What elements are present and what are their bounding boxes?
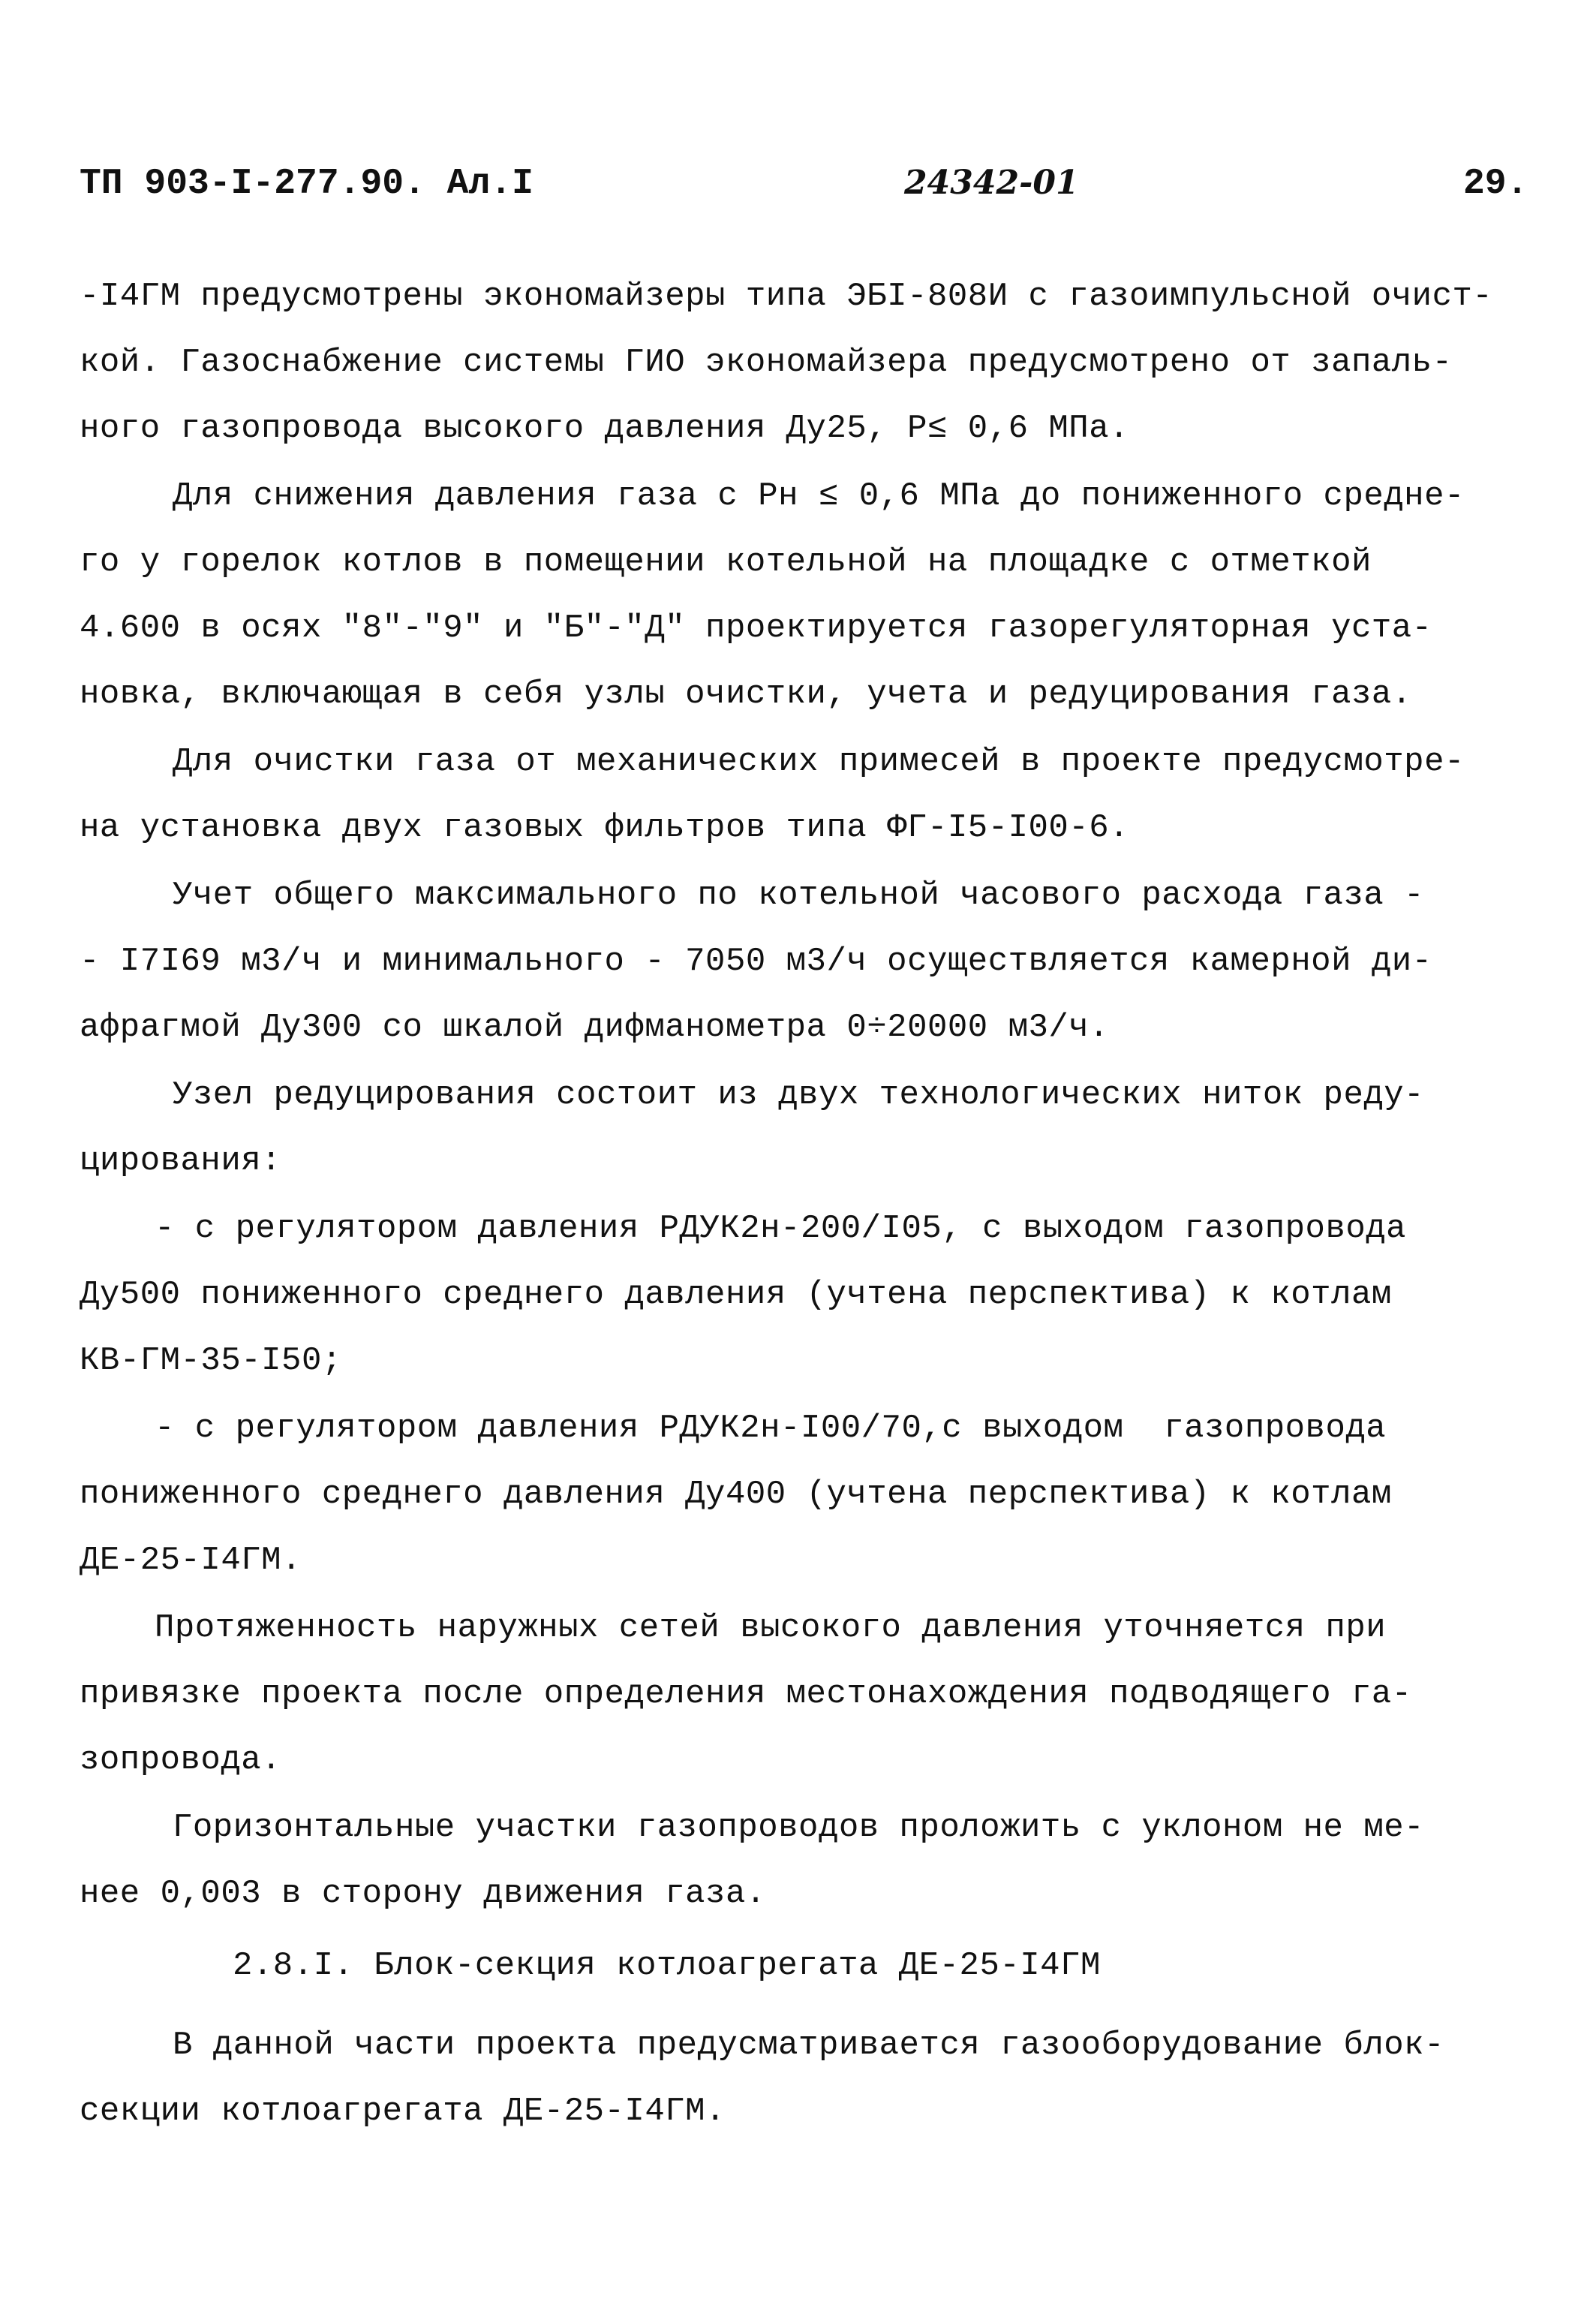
document-code: ТП 903-I-277.90. Ал.I — [80, 164, 534, 204]
section-heading: 2.8.I. Блок-секция котлоагрегата ДЕ-25-I4ГМ — [233, 1947, 1101, 1985]
text-line: Узел редуцирования состоит из двух технологических ниток реду- — [173, 1076, 1425, 1114]
text-line: Горизонтальные участки газопроводов проложить с уклоном не ме- — [173, 1809, 1425, 1846]
text-line: го у горелок котлов в помещении котельной на площадке с отметкой — [80, 543, 1372, 581]
inventory-stamp: 24342-01 — [904, 164, 1079, 202]
text-line: Протяженность наружных сетей высокого давления уточняется при — [155, 1609, 1387, 1647]
text-line: - с регулятором давления РДУК2н-I00/70,с выходом газопровода — [155, 1410, 1387, 1447]
text-line: 4.600 в осях "8"-"9" и "Б"-"Д" проектируется газорегуляторная уста- — [80, 609, 1432, 647]
text-line: Для снижения давления газа с Рн ≤ 0,6 МПа до пониженного средне- — [173, 477, 1465, 515]
text-line: ДЕ-25-I4ГМ. — [80, 1542, 302, 1579]
text-line: зопровода. — [80, 1741, 282, 1779]
text-line: нее 0,003 в сторону движения газа. — [80, 1875, 766, 1912]
text-line: привязке проекта после определения местонахождения подводящего га- — [80, 1675, 1412, 1713]
text-line: ного газопровода высокого давления Ду25, Р≤ 0,6 МПа. — [80, 410, 1130, 447]
text-line: В данной части проекта предусматривается газооборудование блок- — [173, 2027, 1444, 2064]
text-line: новка, включающая в себя узлы очистки, учета и редуцирования газа. — [80, 676, 1412, 713]
text-line: - с регулятором давления РДУК2н-200/I05, с выходом газопровода — [155, 1210, 1407, 1247]
page-number: 29. — [1463, 164, 1528, 204]
text-line: -I4ГМ предусмотрены экономайзеры типа ЭБI-808И с газоимпульсной очист- — [80, 278, 1493, 315]
text-line: КВ-ГМ-35-I50; — [80, 1342, 342, 1380]
text-line: афрагмой Ду300 со шкалой дифманометра 0÷20000 м3/ч. — [80, 1009, 1110, 1046]
text-line: Ду500 пониженного среднего давления (учтена перспектива) к котлам — [80, 1276, 1392, 1313]
text-line: цирования: — [80, 1142, 282, 1180]
text-line: на установка двух газовых фильтров типа ФГ-I5-I00-6. — [80, 809, 1130, 847]
text-line: Для очистки газа от механических примесей в проекте предусмотре- — [173, 743, 1465, 781]
text-line: - I7I69 м3/ч и минимального - 7050 м3/ч осуществляется камерной ди- — [80, 943, 1432, 980]
text-line: пониженного среднего давления Ду400 (учтена перспектива) к котлам — [80, 1476, 1392, 1513]
text-line: кой. Газоснабжение системы ГИО экономайзера предусмотрено от запаль- — [80, 344, 1453, 381]
text-line: Учет общего максимального по котельной часового расхода газа - — [173, 877, 1425, 914]
text-line: секции котлоагрегата ДЕ-25-I4ГМ. — [80, 2093, 726, 2130]
